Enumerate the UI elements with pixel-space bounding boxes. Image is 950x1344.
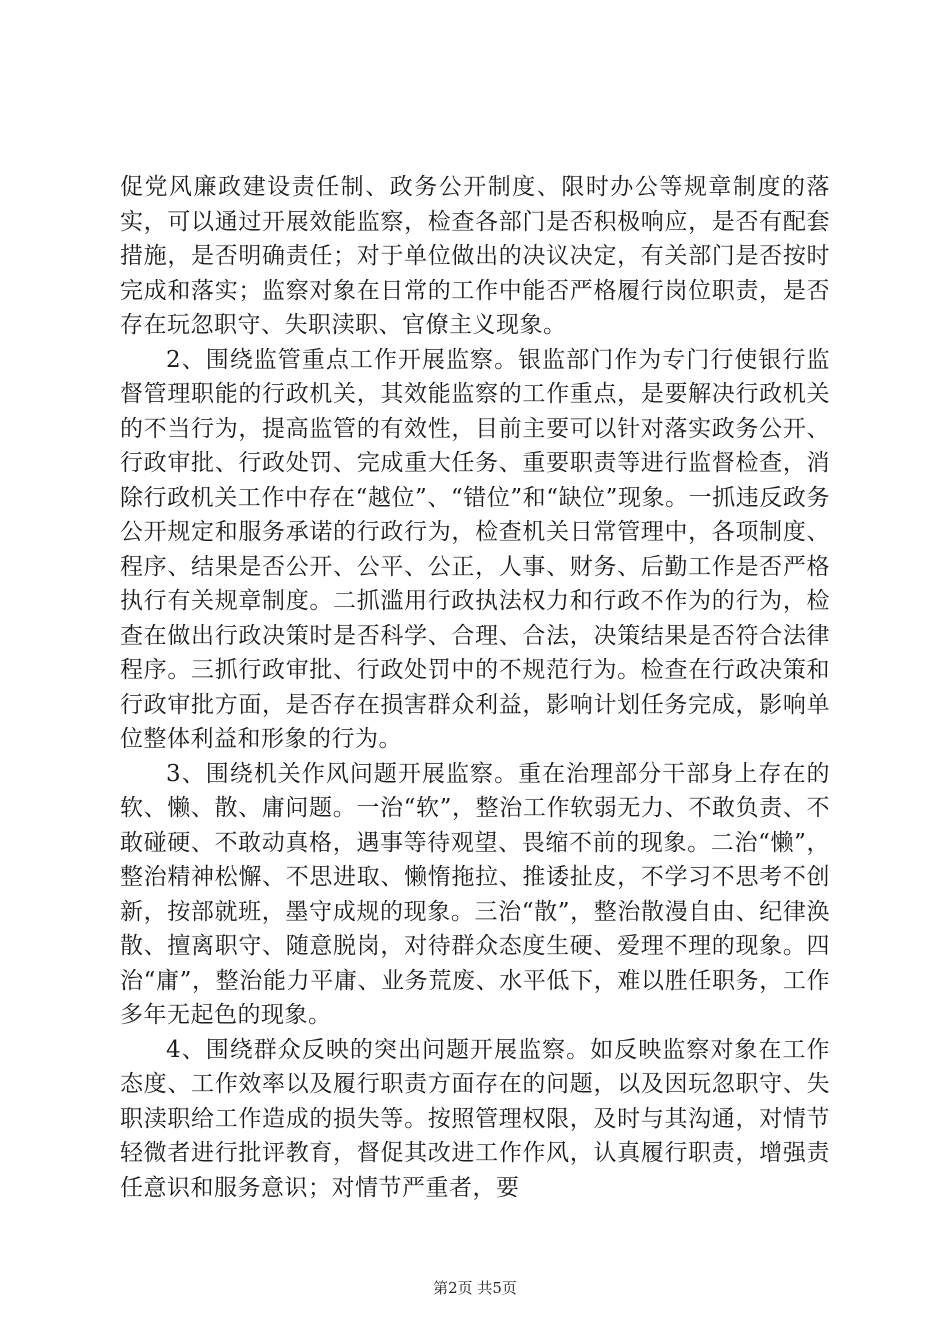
- page-footer: [0, 1278, 950, 1298]
- page-number-label: 第2页 共5页: [433, 1279, 517, 1297]
- paragraph-supervision-focus: 2、围绕监管重点工作开展监察。银监部门作为专门行使银行监督管理职能的行政机关，其效能监察的工作重点，是要解决行政机关的不当行为，提高监管的有效性，目前主要可以针对落实政务公开、行政审批、行政处罚、完成重大任务、重要职责等进行监督检查，消除行政机关工作中存在“越位”、“错位”和“缺位”现象。一抓违反政务公开规定和服务承诺的行政行为，检查机关日常管理中，各项制度、程序、结果是否公开、公平、公正，人事、财务、后勤工作是否严格执行有关规章制度。二抓滥用行政执法权力和行政不作为的行为，检查在做出行政决策时是否科学、合理、合法，决策结果是否符合法律程序。三抓行政审批、行政处罚中的不规范行为。检查在行政决策和行政审批方面，是否存在损害群众利益，影响计划任务完成，影响单位整体利益和形象的行为。: [120, 346, 830, 752]
- paragraph-public-complaints: 4、围绕群众反映的突出问题开展监察。如反映监察对象在工作态度、工作效率以及履行职责方面存在的问题，以及因玩忽职守、失职渎职给工作造成的损失等。按照管理权限，及时与其沟通，对情节轻微者进行批评教育，督促其改进工作作风，认真履行职责，增强责任意识和服务意识；对情节严重者，要: [120, 1036, 830, 1201]
- paragraph-continuation: 促党风廉政建设责任制、政务公开制度、限时办公等规章制度的落实，可以通过开展效能监察，检查各部门是否积极响应，是否有配套措施，是否明确责任；对于单位做出的决议决定，有关部门是否按时完成和落实；监察对象在日常的工作中能否严格履行岗位职责，是否存在玩忽职守、失职渎职、官僚主义现象。: [120, 174, 830, 338]
- page-body: [120, 170, 830, 1205]
- paragraph-work-style: 3、围绕机关作风问题开展监察。重在治理部分干部身上存在的软、懒、散、庸问题。一治“软”，整治工作软弱无力、不敢负责、不敢碰硬、不敢动真格，遇事等待观望、畏缩不前的现象。二治“懒”，整治精神松懈、不思进取、懒惰拖拉、推诿扯皮，不学习不思考不创新，按部就班，墨守成规的现象。三治“散”，整治散漫自由、纪律涣散、擅离职守、随意脱岗，对待群众态度生硬、爱理不理的现象。四治“庸”，整治能力平庸、业务荒废、水平低下，难以胜任职务，工作多年无起色的现象。: [120, 760, 830, 1028]
